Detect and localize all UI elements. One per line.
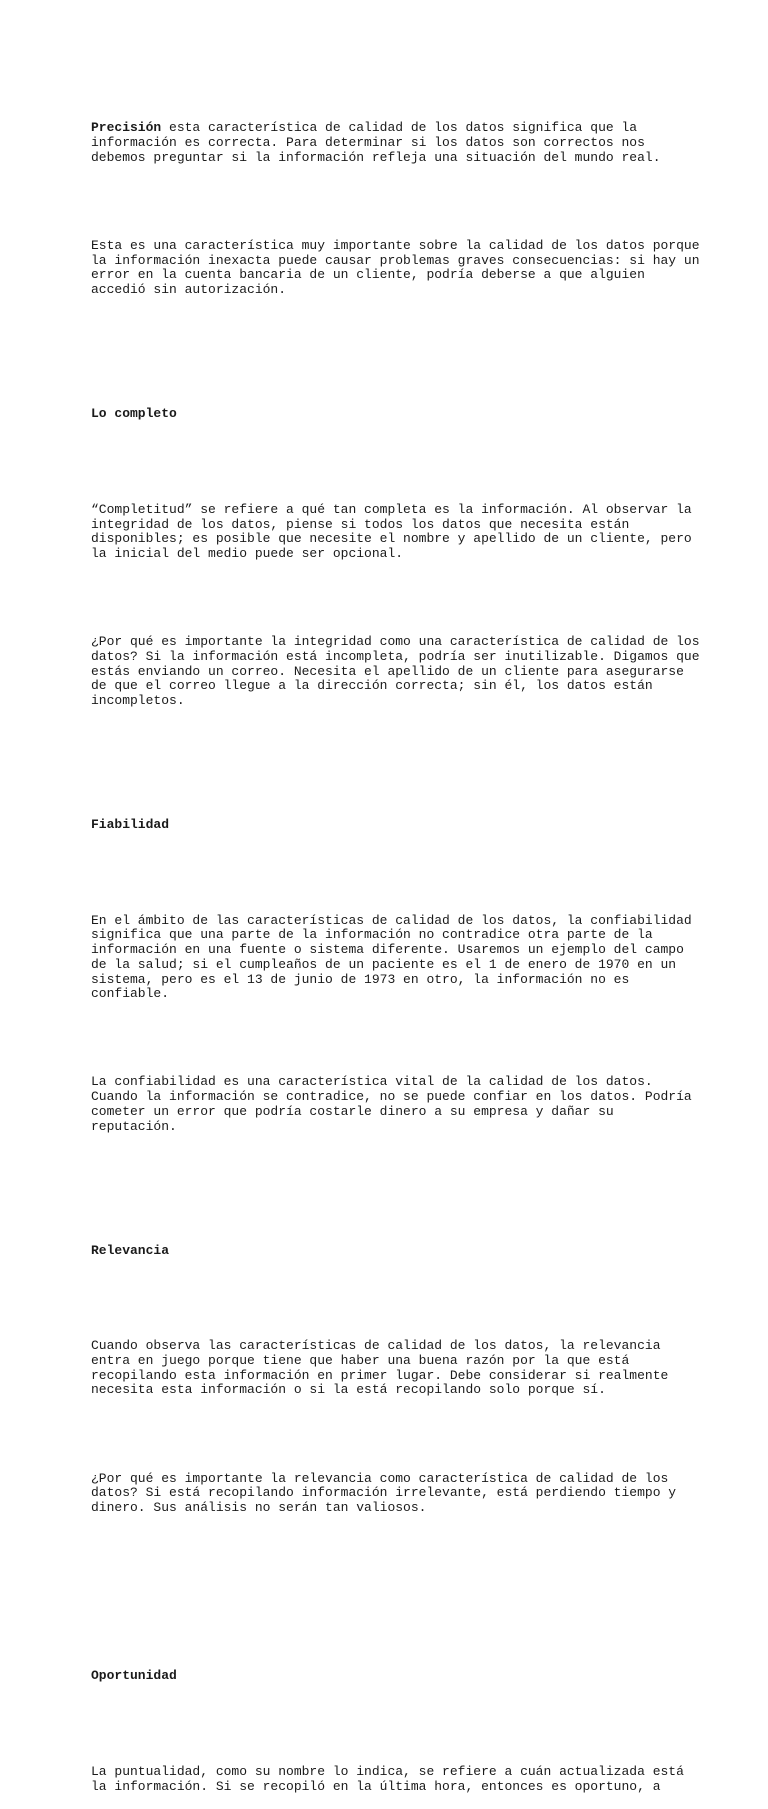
spacer	[91, 1625, 691, 1640]
reliability-paragraph-1: En el ámbito de las características de calidad de los datos, la confiabilidad significa que una parte de la información no contradice otra parte de la información en una fuente o sistema diferente. Usaremos un ejemplo del campo de la salud; si el cumpleaños de un paciente es el 1 de enero de 1970 en un sistema, pero es el 13 de junio de 1973 en otro, la información no es confiable.	[91, 912, 692, 1002]
intro-text: esta característica de calidad de los datos significa que la información es correcta. Para determinar si los datos son correctos nos debemos preguntar si la información refleja una situación del mundo real.	[91, 120, 661, 165]
spacer	[91, 1560, 691, 1596]
spacer	[91, 1713, 691, 1735]
spacer	[91, 1178, 691, 1214]
timeliness-paragraph-1: La puntualidad, como su nombre lo indica, se refiere a cuán actualizada está la información. Si se recopiló en la última hora, entonces es oportuno, a	[91, 1763, 684, 1794]
section-heading-completeness: Lo completo	[91, 406, 177, 422]
spacer	[91, 1288, 691, 1310]
section-heading-reliability: Fiabilidad	[91, 817, 170, 833]
completeness-paragraph-2: ¿Por qué es importante la integridad como una característica de calidad de los datos? Si la información está incompleta, podría ser inutilizable. Digamos que estás enviando un correo. Necesita el apellido de un cliente para asegurarse de que el correo llegue a la dirección correcta; sin él, los datos están incompletos.	[91, 634, 700, 708]
intro-paragraph	[91, 121, 691, 165]
completeness-paragraph-1: “Completitud” se refiere a qué tan completa es la información. Al observar la integridad de los datos, piense si todos los datos que necesita están disponibles; es posible que necesite el nombre y apellido de un cliente, pero la inicial del medio puede ser opcional.	[91, 501, 692, 561]
document-page	[91, 92, 700, 1809]
intro-lead-term: Precisión	[91, 120, 162, 136]
reliability-paragraph-2: La confiabilidad es una característica vital de la calidad de los datos. Cuando la información se contradice, no se puede confiar en los datos. Podría cometer un error que podría costarle dinero a su empresa y dañar su reputación.	[91, 1074, 692, 1134]
section-heading-timeliness: Oportunidad	[91, 1668, 177, 1684]
intro-paragraph-2: Esta es una característica muy importante sobre la calidad de los datos porque la información inexacta puede causar problemas graves consecuencias: si hay un error en la cuenta bancaria de un cliente, podría deberse a que alguien accedió sin autorización.	[91, 238, 700, 298]
relevance-paragraph-1: Cuando observa las características de calidad de los datos, la relevancia entra en juego porque tiene que haber una buena razón por la que está recopilando esta información en primer lugar. Debe considerar si realmente necesita esta información o si la está recopilando solo porque sí.	[91, 1338, 669, 1398]
section-heading-relevance: Relevancia	[91, 1242, 170, 1258]
spacer	[91, 1428, 691, 1443]
spacer	[91, 591, 691, 606]
spacer	[91, 195, 691, 210]
relevance-paragraph-2: ¿Por qué es importante la relevancia como característica de calidad de los datos? Si está recopilando información irrelevante, está perdiendo tiempo y dinero. Sus análisis no serán tan valiosos.	[91, 1470, 677, 1515]
spacer	[91, 451, 691, 473]
spacer	[91, 342, 691, 378]
spacer	[91, 753, 691, 789]
spacer	[91, 1031, 691, 1046]
spacer	[91, 862, 691, 884]
